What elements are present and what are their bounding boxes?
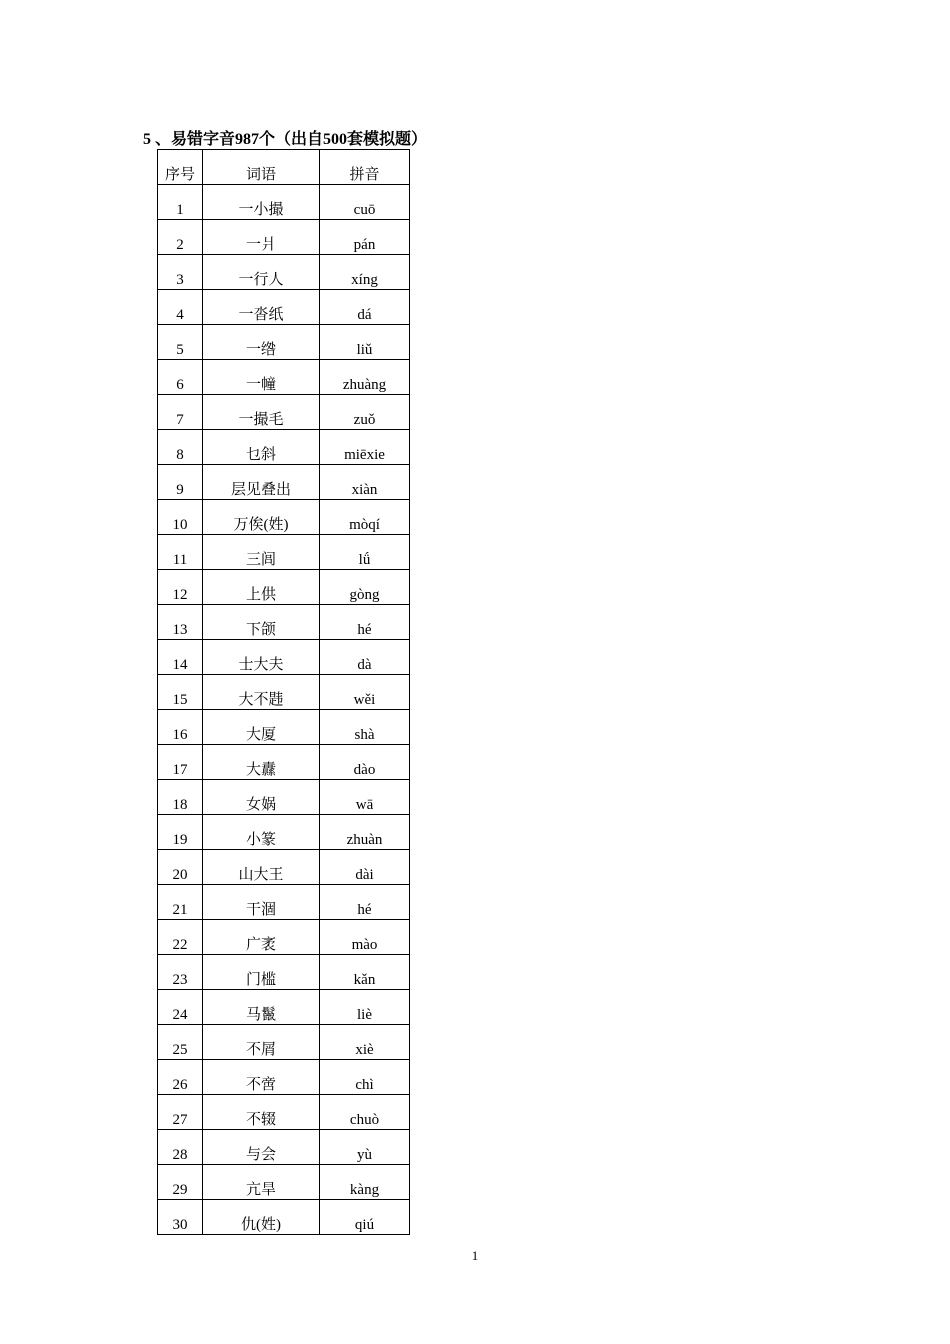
row-number-cell: 17 <box>158 745 203 780</box>
pinyin-cell: dá <box>320 290 410 325</box>
word-cell: 门槛 <box>203 955 320 990</box>
word-cell: 不啻 <box>203 1060 320 1095</box>
table-row <box>158 500 410 535</box>
pinyin-cell: gòng <box>320 570 410 605</box>
word-cell: 大厦 <box>203 710 320 745</box>
row-number-cell: 1 <box>158 185 203 220</box>
page-title: 5 、易错字音987个（出自500套模拟题） <box>143 131 428 148</box>
word-cell: 一绺 <box>203 325 320 360</box>
word-cell: 一爿 <box>203 220 320 255</box>
row-number-cell: 8 <box>158 430 203 465</box>
table-row <box>158 395 410 430</box>
word-cell: 小篆 <box>203 815 320 850</box>
pinyin-cell: hé <box>320 885 410 920</box>
word-cell: 上供 <box>203 570 320 605</box>
word-cell: 广袤 <box>203 920 320 955</box>
table-row <box>158 605 410 640</box>
row-number-cell: 26 <box>158 1060 203 1095</box>
pinyin-cell: kǎn <box>320 955 410 990</box>
pinyin-cell: miēxie <box>320 430 410 465</box>
word-cell: 一幢 <box>203 360 320 395</box>
table-row <box>158 1025 410 1060</box>
row-number-cell: 3 <box>158 255 203 290</box>
pinyin-cell: liǔ <box>320 325 410 360</box>
row-number-cell: 14 <box>158 640 203 675</box>
pinyin-cell: zhuàng <box>320 360 410 395</box>
header-word: 词语 <box>203 150 320 185</box>
row-number-cell: 10 <box>158 500 203 535</box>
word-cell: 一沓纸 <box>203 290 320 325</box>
table-row <box>158 360 410 395</box>
table-row <box>158 1130 410 1165</box>
table-row <box>158 1165 410 1200</box>
word-cell: 一撮毛 <box>203 395 320 430</box>
table-row <box>158 815 410 850</box>
pinyin-cell: qiú <box>320 1200 410 1235</box>
table-row <box>158 710 410 745</box>
word-cell: 山大王 <box>203 850 320 885</box>
row-number-cell: 18 <box>158 780 203 815</box>
word-cell: 不辍 <box>203 1095 320 1130</box>
word-cell: 一小撮 <box>203 185 320 220</box>
row-number-cell: 22 <box>158 920 203 955</box>
word-cell: 层见叠出 <box>203 465 320 500</box>
table-row <box>158 745 410 780</box>
word-cell: 万俟(姓) <box>203 500 320 535</box>
table-row <box>158 850 410 885</box>
pinyin-cell: hé <box>320 605 410 640</box>
row-number-cell: 4 <box>158 290 203 325</box>
row-number-cell: 29 <box>158 1165 203 1200</box>
table-row <box>158 990 410 1025</box>
word-cell: 士大夫 <box>203 640 320 675</box>
pinyin-cell: xíng <box>320 255 410 290</box>
pinyin-cell: mòqí <box>320 500 410 535</box>
table-row <box>158 640 410 675</box>
page-number: 1 <box>471 1248 479 1263</box>
row-number-cell: 9 <box>158 465 203 500</box>
table-row <box>158 1095 410 1130</box>
row-number-cell: 24 <box>158 990 203 1025</box>
pinyin-cell: yù <box>320 1130 410 1165</box>
table-row <box>158 675 410 710</box>
row-number-cell: 6 <box>158 360 203 395</box>
table-row <box>158 955 410 990</box>
row-number-cell: 13 <box>158 605 203 640</box>
table-row <box>158 255 410 290</box>
pinyin-cell: shà <box>320 710 410 745</box>
pinyin-cell: wā <box>320 780 410 815</box>
pinyin-cell: pán <box>320 220 410 255</box>
pinyin-cell: xiè <box>320 1025 410 1060</box>
word-cell: 仇(姓) <box>203 1200 320 1235</box>
pinyin-cell: kàng <box>320 1165 410 1200</box>
table-row <box>158 1060 410 1095</box>
pinyin-cell: mào <box>320 920 410 955</box>
word-cell: 一行人 <box>203 255 320 290</box>
pinyin-cell: chuò <box>320 1095 410 1130</box>
word-cell: 女娲 <box>203 780 320 815</box>
row-number-cell: 12 <box>158 570 203 605</box>
pinyin-cell: dào <box>320 745 410 780</box>
table-row <box>158 570 410 605</box>
row-number-cell: 25 <box>158 1025 203 1060</box>
row-number-cell: 30 <box>158 1200 203 1235</box>
row-number-cell: 16 <box>158 710 203 745</box>
word-cell: 与会 <box>203 1130 320 1165</box>
pinyin-cell: dà <box>320 640 410 675</box>
pinyin-cell: liè <box>320 990 410 1025</box>
word-cell: 马鬣 <box>203 990 320 1025</box>
word-cell: 下颌 <box>203 605 320 640</box>
table-row <box>158 1200 410 1235</box>
table-row <box>158 185 410 220</box>
table-row <box>158 465 410 500</box>
pronunciation-table <box>157 149 410 1235</box>
row-number-cell: 7 <box>158 395 203 430</box>
pinyin-cell: zuǒ <box>320 395 410 430</box>
word-cell: 不屑 <box>203 1025 320 1060</box>
row-number-cell: 20 <box>158 850 203 885</box>
row-number-cell: 19 <box>158 815 203 850</box>
row-number-cell: 21 <box>158 885 203 920</box>
pinyin-cell: chì <box>320 1060 410 1095</box>
table-row <box>158 220 410 255</box>
table-body <box>158 150 410 1235</box>
pinyin-cell: wěi <box>320 675 410 710</box>
pinyin-cell: cuō <box>320 185 410 220</box>
table-row <box>158 535 410 570</box>
pinyin-cell: dài <box>320 850 410 885</box>
word-cell: 干涸 <box>203 885 320 920</box>
row-number-cell: 11 <box>158 535 203 570</box>
row-number-cell: 2 <box>158 220 203 255</box>
table-row <box>158 325 410 360</box>
header-pinyin: 拼音 <box>320 150 410 185</box>
pinyin-cell: lǘ <box>320 535 410 570</box>
row-number-cell: 27 <box>158 1095 203 1130</box>
table-row <box>158 290 410 325</box>
header-number: 序号 <box>158 150 203 185</box>
row-number-cell: 23 <box>158 955 203 990</box>
table-row <box>158 430 410 465</box>
row-number-cell: 5 <box>158 325 203 360</box>
word-cell: 三闾 <box>203 535 320 570</box>
table-row <box>158 780 410 815</box>
word-cell: 大不韪 <box>203 675 320 710</box>
pinyin-cell: zhuàn <box>320 815 410 850</box>
table-row <box>158 885 410 920</box>
word-cell: 乜斜 <box>203 430 320 465</box>
pinyin-cell: xiàn <box>320 465 410 500</box>
table-row <box>158 920 410 955</box>
row-number-cell: 15 <box>158 675 203 710</box>
word-cell: 亢旱 <box>203 1165 320 1200</box>
table-header-row <box>158 150 410 185</box>
word-cell: 大纛 <box>203 745 320 780</box>
row-number-cell: 28 <box>158 1130 203 1165</box>
